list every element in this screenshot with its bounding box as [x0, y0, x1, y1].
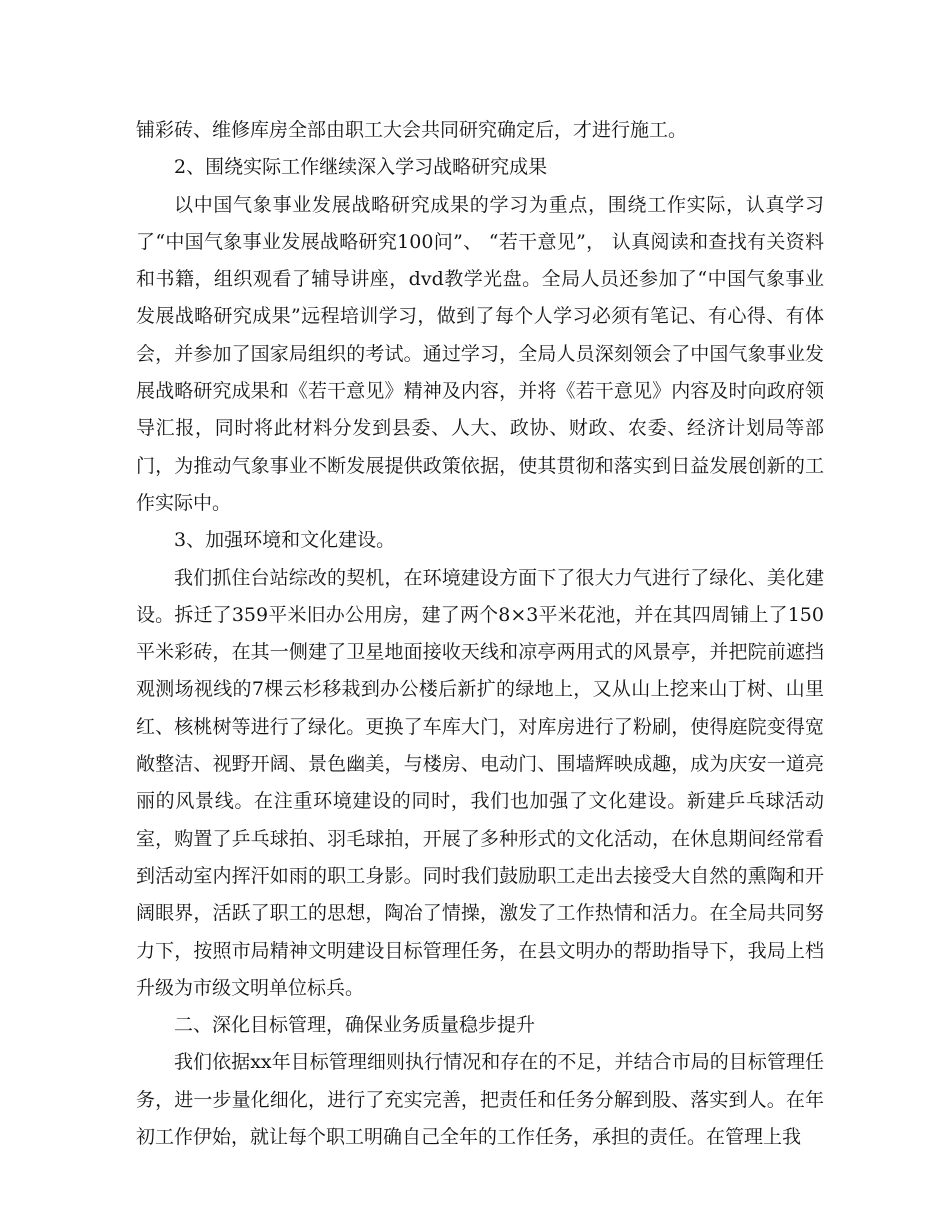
paragraph-target-management: 我们依据xx年目标管理细则执行情况和存在的不足，并结合市局的目标管理任务，进一步量化细化，进行了充实完善，把责任和任务分解到股、落实到人。在年初工作伊始，就让每个职工明确自己全年的工作任务，承担的责任。在管理上我: [136, 1051, 824, 1149]
paragraph-study: 以中国气象事业发展战略研究成果的学习为重点，围绕工作实际，认真学习了“中国气象事业发展战略研究100问”、 “若干意见”， 认真阅读和查找有关资料和书籍，组织观看了辅导讲座，dvd教学光盘。全局人员还参加了“中国气象事业发展战略研究成果”远程培训学习，做到了每个人学习必须有笔记、有心得、有体会，并参加了国家局组织的考试。通过学习，全局人员深刻领会了中国气象事业发展战略研究成果和《若干意见》精神及内容，并将《若干意见》内容及时向政府领导汇报，同时将此材料分发到县委、人大、政协、财政、农委、经济计划局等部门，为推动气象事业不断发展提供政策依据，使其贯彻和落实到日益发展创新的工作实际中。: [136, 193, 824, 514]
paragraph-continuation: 铺彩砖、维修库房全部由职工大会共同研究确定后，才进行施工。: [136, 119, 688, 141]
section-heading-two: 二、深化目标管理，确保业务质量稳步提升: [174, 1014, 536, 1037]
section-heading-3: 3、加强环境和文化建设。: [174, 529, 396, 552]
section-heading-2: 2、围绕实际工作继续深入学习战略研究成果: [174, 156, 548, 179]
paragraph-environment: 我们抓住台站综改的契机，在环境建设方面下了很大力气进行了绿化、美化建设。拆迁了359平米旧办公用房，建了两个8×3平米花池，并在其四周铺上了150平米彩砖，在其一侧建了卫星地面接收天线和凉亭两用式的风景亭，并把院前遮挡观测场视线的7棵云杉移栽到办公楼后新扩的绿地上，又从山上挖来山丁树、山里红、核桃树等进行了绿化。更换了车库大门，对库房进行了粉刷，使得庭院变得宽敞整洁、视野开阔、景色幽美，与楼房、电动门、围墙辉映成趣，成为庆安一道亮丽的风景线。在注重环境建设的同时，我们也加强了文化建设。新建乒乓球活动室，购置了乒乓球拍、羽毛球拍，开展了多种形式的文化活动，在休息期间经常看到活动室内挥汗如雨的职工身影。同时我们鼓励职工走出去接受大自然的熏陶和开阔眼界，活跃了职工的思想，陶冶了情操，激发了工作热情和活力。在全局共同努力下，按照市局精神文明建设目标管理任务，在县文明办的帮助指导下，我局上档升级为市级文明单位标兵。: [136, 566, 824, 999]
document-body: [136, 112, 824, 1156]
